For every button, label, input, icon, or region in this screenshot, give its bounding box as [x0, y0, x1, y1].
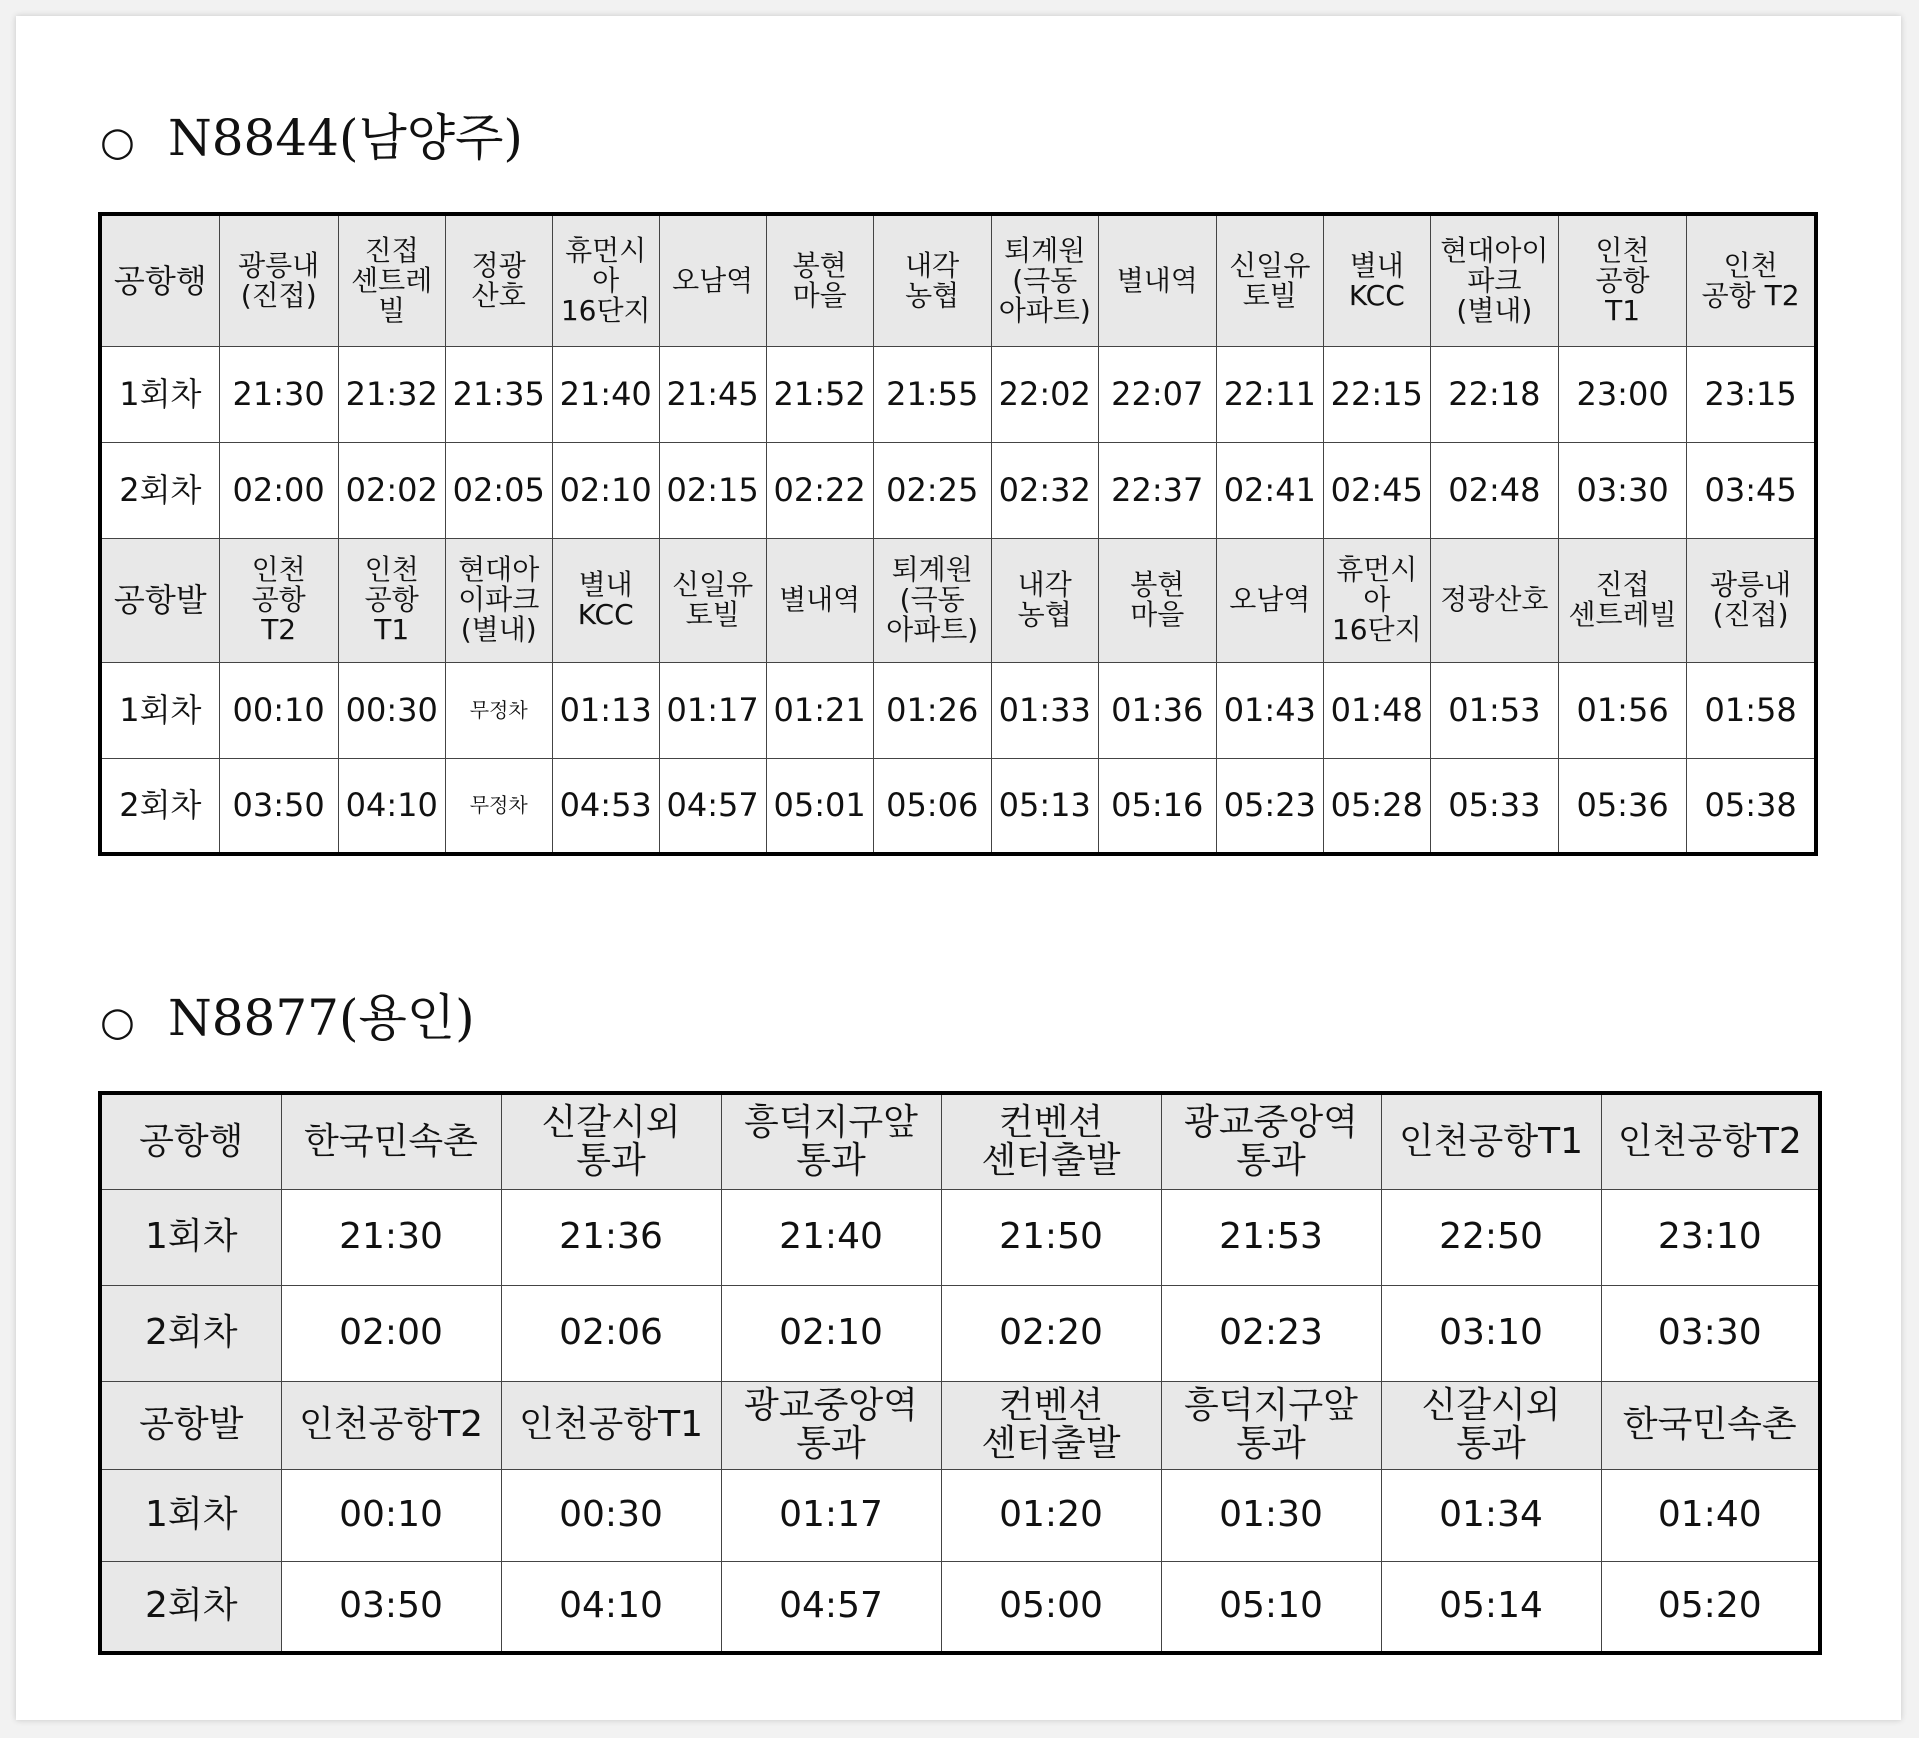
stop-header [1161, 1093, 1381, 1189]
time-cell: 05:38 [1687, 758, 1816, 854]
time-cell: 22:18 [1430, 346, 1558, 442]
time-cell: 03:45 [1687, 442, 1816, 538]
stop-name-line: 이파크 [458, 583, 540, 616]
time-cell: 22:37 [1098, 442, 1216, 538]
time-cell: 01:34 [1381, 1469, 1601, 1561]
time-cell: 00:10 [219, 662, 338, 758]
inbound-header-row [100, 538, 1816, 662]
stop-header [991, 214, 1098, 346]
direction-label: 공항발 [100, 1381, 281, 1469]
stop-header [552, 214, 659, 346]
stop-name-line: 신일유 [1229, 248, 1311, 282]
stop-header [1216, 538, 1323, 662]
stop-header [721, 1093, 941, 1189]
stop-header [1430, 214, 1558, 346]
stop-name-line: 한국민속촌 [1622, 1404, 1797, 1445]
time-cell: 05:01 [766, 758, 873, 854]
time-cell: 02:22 [766, 442, 873, 538]
stop-header [1323, 214, 1430, 346]
stop-name-line: 통과 [796, 1423, 866, 1464]
stop-name-line: 센트레빌 [1568, 598, 1677, 631]
stop-name-line: 산호 [471, 278, 526, 312]
stop-name-line: 인천공항T1 [519, 1404, 703, 1445]
time-cell: 22:07 [1098, 346, 1216, 442]
table-row [100, 758, 1816, 854]
time-cell: 04:10 [338, 758, 445, 854]
stop-name-line: 센터출발 [981, 1139, 1121, 1181]
stop-header [1098, 538, 1216, 662]
stop-header [552, 538, 659, 662]
stop-name-line: (극동 [1012, 263, 1078, 297]
time-cell: 21:32 [338, 346, 445, 442]
stop-name-line: (진접) [1712, 598, 1789, 631]
trip-label: 2회차 [100, 1561, 281, 1653]
trip-label: 2회차 [100, 1285, 281, 1381]
stop-name-line: 컨벤션 [998, 1101, 1104, 1143]
stop-name-line: 현대아 [458, 553, 540, 586]
stop-name-line: 현대아이 [1440, 233, 1549, 267]
bullet-icon: ○ [100, 119, 135, 165]
route-title-n8844 [100, 108, 523, 172]
stop-name-line: 광릉내 [1710, 568, 1792, 601]
stop-name-line: 정광 [471, 248, 526, 282]
time-cell: 02:10 [552, 442, 659, 538]
stop-name-line: 별내 [578, 568, 633, 601]
time-cell: 02:45 [1323, 442, 1430, 538]
time-cell: 04:57 [659, 758, 766, 854]
inbound-header-row [100, 1381, 1820, 1469]
stop-name-line: 정광산호 [1440, 583, 1549, 616]
stop-header [281, 1093, 501, 1189]
stop-name-line: 인천 [251, 553, 306, 586]
table-row [100, 1469, 1820, 1561]
stop-header [1687, 214, 1816, 346]
stop-header [1687, 538, 1816, 662]
time-cell: 05:20 [1601, 1561, 1820, 1653]
time-cell: 05:06 [873, 758, 991, 854]
trip-label: 1회차 [100, 662, 219, 758]
stop-header [219, 538, 338, 662]
time-cell: 02:48 [1430, 442, 1558, 538]
time-cell: 05:33 [1430, 758, 1558, 854]
stop-name-line: 공항 [1595, 263, 1650, 297]
time-cell: 03:50 [281, 1561, 501, 1653]
time-cell: 00:10 [281, 1469, 501, 1561]
stop-name-line: 휴먼시아 [1336, 553, 1418, 616]
table-row [100, 346, 1816, 442]
time-cell: 02:10 [721, 1285, 941, 1381]
trip-label: 1회차 [100, 1189, 281, 1285]
time-cell: 21:55 [873, 346, 991, 442]
stop-name-line: 한국민속촌 [304, 1120, 478, 1162]
stop-header [721, 1381, 941, 1469]
schedule-table-n8844 [98, 212, 1818, 856]
time-cell: 01:30 [1161, 1469, 1381, 1561]
time-cell: 02:20 [941, 1285, 1161, 1381]
stop-name-line: 흥덕지구앞 [744, 1101, 918, 1143]
time-cell: 01:20 [941, 1469, 1161, 1561]
stop-name-line: 퇴계원 [891, 553, 973, 586]
timetable-document [16, 16, 1901, 1720]
schedule-table-n8877 [98, 1091, 1822, 1655]
trip-label: 2회차 [100, 442, 219, 538]
stop-name-line: 퇴계원 [1004, 233, 1086, 267]
time-cell: 00:30 [501, 1469, 721, 1561]
table-row [100, 1285, 1820, 1381]
stop-name-line: 흥덕지구앞 [1184, 1385, 1358, 1426]
time-cell: 02:25 [873, 442, 991, 538]
stop-name-line: 농협 [1017, 598, 1072, 631]
stop-header [445, 538, 552, 662]
table-row [100, 1189, 1820, 1285]
time-cell: 21:30 [281, 1189, 501, 1285]
stop-name-line: 인천공항T1 [1399, 1120, 1583, 1162]
stop-name-line: 16단지 [560, 293, 651, 327]
time-cell: 02:23 [1161, 1285, 1381, 1381]
stop-header [1381, 1093, 1601, 1189]
stop-header [501, 1093, 721, 1189]
time-cell: 02:06 [501, 1285, 721, 1381]
time-cell: 05:00 [941, 1561, 1161, 1653]
stop-header [941, 1381, 1161, 1469]
stop-name-line: 마을 [792, 278, 847, 312]
time-cell: 01:58 [1687, 662, 1816, 758]
stop-name-line: 토빌 [685, 598, 740, 631]
stop-name-line: 봉현 [1130, 568, 1185, 601]
stop-header [1161, 1381, 1381, 1469]
stop-name-line: 통과 [1236, 1423, 1306, 1464]
time-cell: 23:10 [1601, 1189, 1820, 1285]
stop-name-line: 센트레빌 [351, 263, 433, 327]
stop-name-line: 마을 [1130, 598, 1185, 631]
time-cell: 04:10 [501, 1561, 721, 1653]
stop-name-line: 별내 [1349, 248, 1404, 282]
time-cell: 03:10 [1381, 1285, 1601, 1381]
outbound-header-row [100, 214, 1816, 346]
time-cell: 01:48 [1323, 662, 1430, 758]
time-cell: 03:50 [219, 758, 338, 854]
time-cell: 04:53 [552, 758, 659, 854]
stop-name-line: 광교중앙역 [1184, 1101, 1358, 1143]
stop-name-line: T1 [374, 613, 410, 646]
stop-name-line: 인천 [1723, 248, 1778, 282]
time-cell: 01:17 [721, 1469, 941, 1561]
stop-name-line: 파크 [1467, 263, 1522, 297]
stop-name-line: 휴먼시아 [565, 233, 647, 297]
stop-header [1430, 538, 1558, 662]
stop-header [338, 538, 445, 662]
stop-name-line: (별내) [1456, 293, 1533, 327]
time-cell: 21:52 [766, 346, 873, 442]
time-cell: 21:36 [501, 1189, 721, 1285]
stop-name-line: 신갈시외 [1421, 1385, 1561, 1426]
stop-header [873, 214, 991, 346]
stop-name-line: 별내역 [779, 583, 861, 616]
time-cell: 22:15 [1323, 346, 1430, 442]
stop-name-line: 진접 [1595, 568, 1650, 601]
time-cell: 21:40 [721, 1189, 941, 1285]
stop-name-line: 토빌 [1242, 278, 1297, 312]
stop-name-line: 통과 [576, 1139, 646, 1181]
table-row [100, 1561, 1820, 1653]
time-cell: 21:53 [1161, 1189, 1381, 1285]
outbound-header-row [100, 1093, 1820, 1189]
stop-name-line: 인천 [364, 553, 419, 586]
stop-name-line: 아파트) [998, 293, 1091, 327]
stop-header [281, 1381, 501, 1469]
stop-name-line: 오남역 [1229, 583, 1311, 616]
stop-header [1558, 538, 1686, 662]
stop-header [1601, 1381, 1820, 1469]
time-cell: 01:26 [873, 662, 991, 758]
route-title-n8877 [100, 988, 475, 1052]
stop-header [659, 214, 766, 346]
time-cell: 01:21 [766, 662, 873, 758]
time-cell: 02:02 [338, 442, 445, 538]
stop-header [219, 214, 338, 346]
stop-header [445, 214, 552, 346]
stop-name-line: 통과 [796, 1139, 866, 1181]
direction-label: 공항행 [100, 214, 219, 346]
stop-name-line: KCC [577, 598, 634, 631]
time-cell: 21:35 [445, 346, 552, 442]
time-cell: 21:50 [941, 1189, 1161, 1285]
table-row [100, 662, 1816, 758]
direction-label: 공항발 [100, 538, 219, 662]
time-cell: 01:40 [1601, 1469, 1820, 1561]
time-cell: 무정차 [445, 662, 552, 758]
stop-header [941, 1093, 1161, 1189]
stop-header [501, 1381, 721, 1469]
time-cell: 05:16 [1098, 758, 1216, 854]
time-cell: 01:36 [1098, 662, 1216, 758]
time-cell: 03:30 [1601, 1285, 1820, 1381]
time-cell: 22:11 [1216, 346, 1323, 442]
time-cell: 04:57 [721, 1561, 941, 1653]
time-cell: 02:15 [659, 442, 766, 538]
stop-name-line: 오남역 [672, 263, 754, 297]
time-cell: 21:30 [219, 346, 338, 442]
stop-header [1216, 214, 1323, 346]
stop-name-line: 내각 [905, 248, 960, 282]
stop-name-line: 인천공항T2 [1617, 1120, 1802, 1162]
stop-header [991, 538, 1098, 662]
stop-name-line: T2 [261, 613, 297, 646]
stop-name-line: T1 [1605, 293, 1641, 327]
stop-header [873, 538, 991, 662]
stop-name-line: 인천 [1595, 233, 1650, 267]
time-cell: 00:30 [338, 662, 445, 758]
time-cell: 02:41 [1216, 442, 1323, 538]
stop-name-line: 인천공항T2 [299, 1404, 483, 1445]
stop-name-line: 아파트) [886, 613, 979, 646]
stop-name-line: 내각 [1017, 568, 1072, 601]
stop-header [1323, 538, 1430, 662]
route-title-text: N8844(남양주) [168, 109, 523, 167]
time-cell: 01:33 [991, 662, 1098, 758]
time-cell: 05:13 [991, 758, 1098, 854]
stop-name-line: 16단지 [1331, 613, 1422, 646]
time-cell: 23:00 [1558, 346, 1686, 442]
time-cell: 무정차 [445, 758, 552, 854]
time-cell: 02:00 [219, 442, 338, 538]
stop-name-line: 신갈시외 [541, 1101, 681, 1143]
time-cell: 05:10 [1161, 1561, 1381, 1653]
bullet-icon: ○ [100, 999, 135, 1045]
stop-name-line: 컨벤션 [998, 1385, 1104, 1426]
stop-header [766, 214, 873, 346]
stop-name-line: 진접 [364, 233, 419, 267]
stop-name-line: 봉현 [792, 248, 847, 282]
stop-name-line: 신일유 [672, 568, 754, 601]
table-row [100, 442, 1816, 538]
time-cell: 01:56 [1558, 662, 1686, 758]
direction-label: 공항행 [100, 1093, 281, 1189]
stop-header [1601, 1093, 1820, 1189]
time-cell: 01:13 [552, 662, 659, 758]
time-cell: 01:43 [1216, 662, 1323, 758]
stop-name-line: 통과 [1456, 1423, 1526, 1464]
stop-header [1098, 214, 1216, 346]
route-title-text: N8877(용인) [168, 989, 475, 1047]
time-cell: 02:05 [445, 442, 552, 538]
stop-header [1381, 1381, 1601, 1469]
time-cell: 23:15 [1687, 346, 1816, 442]
stop-header [1558, 214, 1686, 346]
time-cell: 22:50 [1381, 1189, 1601, 1285]
stop-name-line: (진접) [240, 278, 317, 312]
time-cell: 05:28 [1323, 758, 1430, 854]
trip-label: 1회차 [100, 346, 219, 442]
trip-label: 2회차 [100, 758, 219, 854]
stop-name-line: (별내) [460, 613, 537, 646]
time-cell: 01:53 [1430, 662, 1558, 758]
time-cell: 21:40 [552, 346, 659, 442]
stop-header [659, 538, 766, 662]
stop-name-line: KCC [1348, 278, 1405, 312]
time-cell: 05:14 [1381, 1561, 1601, 1653]
stop-name-line: 광릉내 [238, 248, 320, 282]
stop-name-line: (극동 [899, 583, 965, 616]
stop-name-line: 공항 [364, 583, 419, 616]
time-cell: 05:23 [1216, 758, 1323, 854]
stop-name-line: 광교중앙역 [744, 1385, 918, 1426]
time-cell: 05:36 [1558, 758, 1686, 854]
stop-header [338, 214, 445, 346]
stop-name-line: 농협 [905, 278, 960, 312]
time-cell: 03:30 [1558, 442, 1686, 538]
time-cell: 02:32 [991, 442, 1098, 538]
stop-name-line: 별내역 [1116, 263, 1198, 297]
stop-name-line: 공항 [251, 583, 306, 616]
stop-name-line: 센터출발 [981, 1423, 1121, 1464]
trip-label: 1회차 [100, 1469, 281, 1561]
time-cell: 22:02 [991, 346, 1098, 442]
time-cell: 21:45 [659, 346, 766, 442]
stop-name-line: 공항 T2 [1701, 278, 1800, 312]
time-cell: 02:00 [281, 1285, 501, 1381]
time-cell: 01:17 [659, 662, 766, 758]
stop-header [766, 538, 873, 662]
stop-name-line: 통과 [1236, 1139, 1306, 1181]
